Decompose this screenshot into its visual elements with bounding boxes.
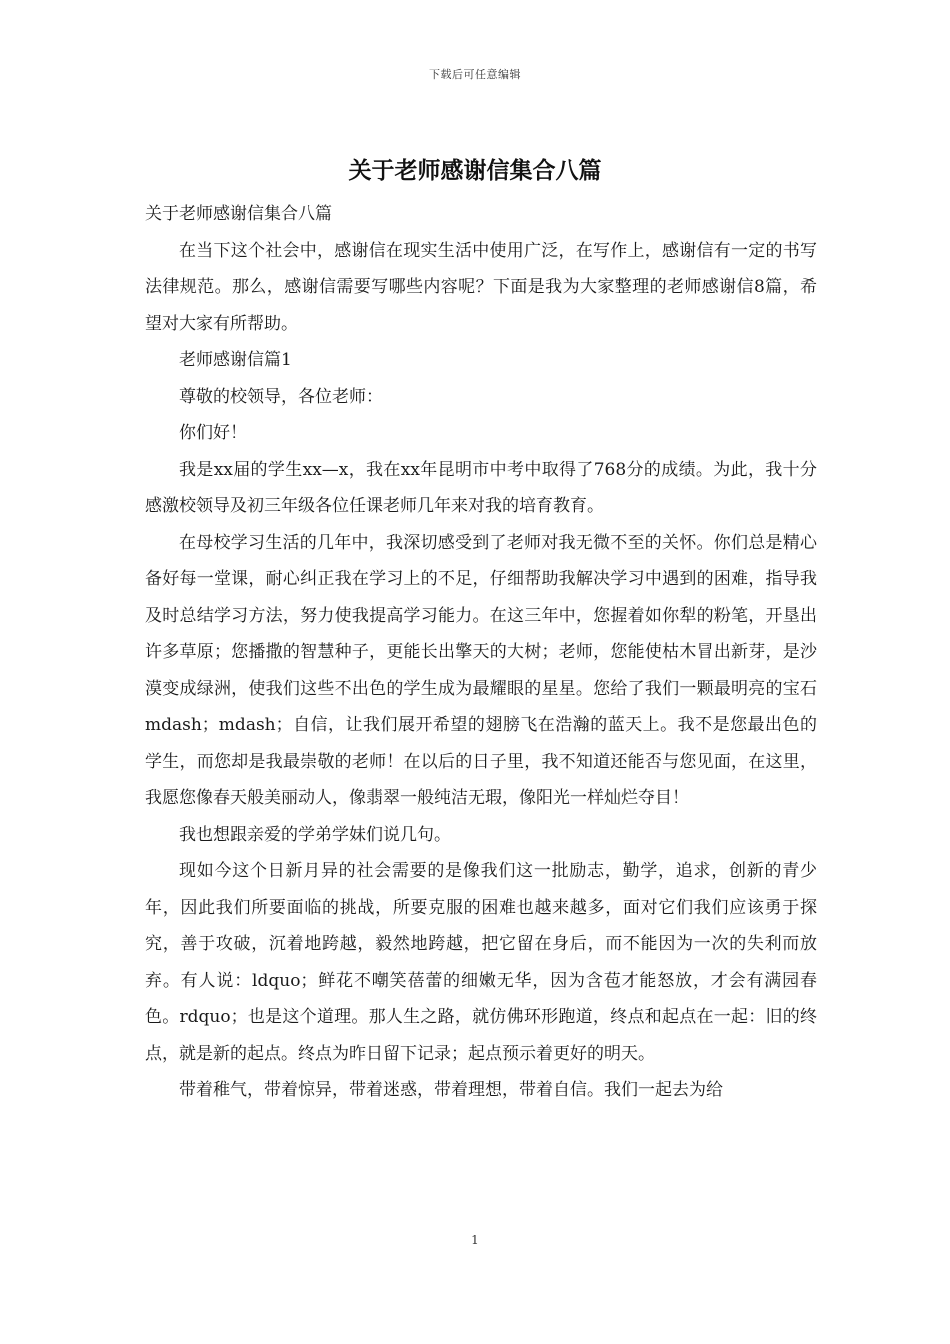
paragraph: 现如今这个日新月异的社会需要的是像我们这一批励志，勤学，追求，创新的青少年，因此我们所要面临的挑战，所要克服的困难也越来越多，面对它们我们应该勇于探究，善于攻破，沉着地跨越，毅然地跨越，把它留在身后，而不能因为一次的失利而放弃。有人说：ldquo；鲜花不嘲笑蓓蕾的细嫩无华，因为含苞才能怒放，才会有满园春色。rdquo；也是这个道理。那人生之路，就仿佛环形跑道，终点和起点在一起：旧的终点，就是新的起点。终点为昨日留下记录；起点预示着更好的明天。 [145,861,817,1064]
header-note: 下载后可任意编辑 [429,68,521,81]
paragraph: 带着稚气，带着惊异，带着迷惑，带着理想，带着自信。我们一起去为给 [179,1080,723,1100]
paragraph: 在当下这个社会中，感谢信在现实生活中使用广泛，在写作上，感谢信有一定的书写法律规范。那么，感谢信需要写哪些内容呢？下面是我为大家整理的老师感谢信8篇，希望对大家有所帮助。 [145,240,817,334]
paragraph: 在母校学习生活的几年中，我深切感受到了老师对我无微不至的关怀。你们总是精心备好每一堂课，耐心纠正我在学习上的不足，仔细帮助我解决学习中遇到的困难，指导我及时总结学习方法，努力使我提高学习能力。在这三年中，您握着如你犁的粉笔，开垦出许多草原；您播撒的智慧种子，更能长出擎天的大树；老师，您能使枯木冒出新芽，是沙漠变成绿洲，使我们这些不出色的学生成为最耀眼的星星。您给了我们一颗最明亮的宝石mdash；mdash；自信，让我们展开希望的翅膀飞在浩瀚的蓝天上。我不是您最出色的学生，而您却是我最崇敬的老师！在以后的日子里，我不知道还能否与您见面，在这里，我愿您像春天般美丽动人，像翡翠一般纯洁无瑕，像阳光一样灿烂夺目！ [145,532,817,808]
paragraph: 我也想跟亲爱的学弟学妹们说几句。 [179,824,451,845]
document-body [145,196,817,1109]
paragraph-salutation: 尊敬的校领导，各位老师： [179,386,383,407]
page-number: 1 [471,1233,479,1247]
paragraph-subtitle: 关于老师感谢信集合八篇 [145,204,332,224]
paragraph-greeting: 你们好！ [179,423,247,443]
document-title: 关于老师感谢信集合八篇 [348,157,602,184]
paragraph-section-heading: 老师感谢信篇1 [179,350,292,370]
paragraph: 我是xx届的学生xx—x，我在xx年昆明市中考中取得了768分的成绩。为此，我十分感激校领导及初三年级各位任课老师几年来对我的培育教育。 [145,459,817,516]
